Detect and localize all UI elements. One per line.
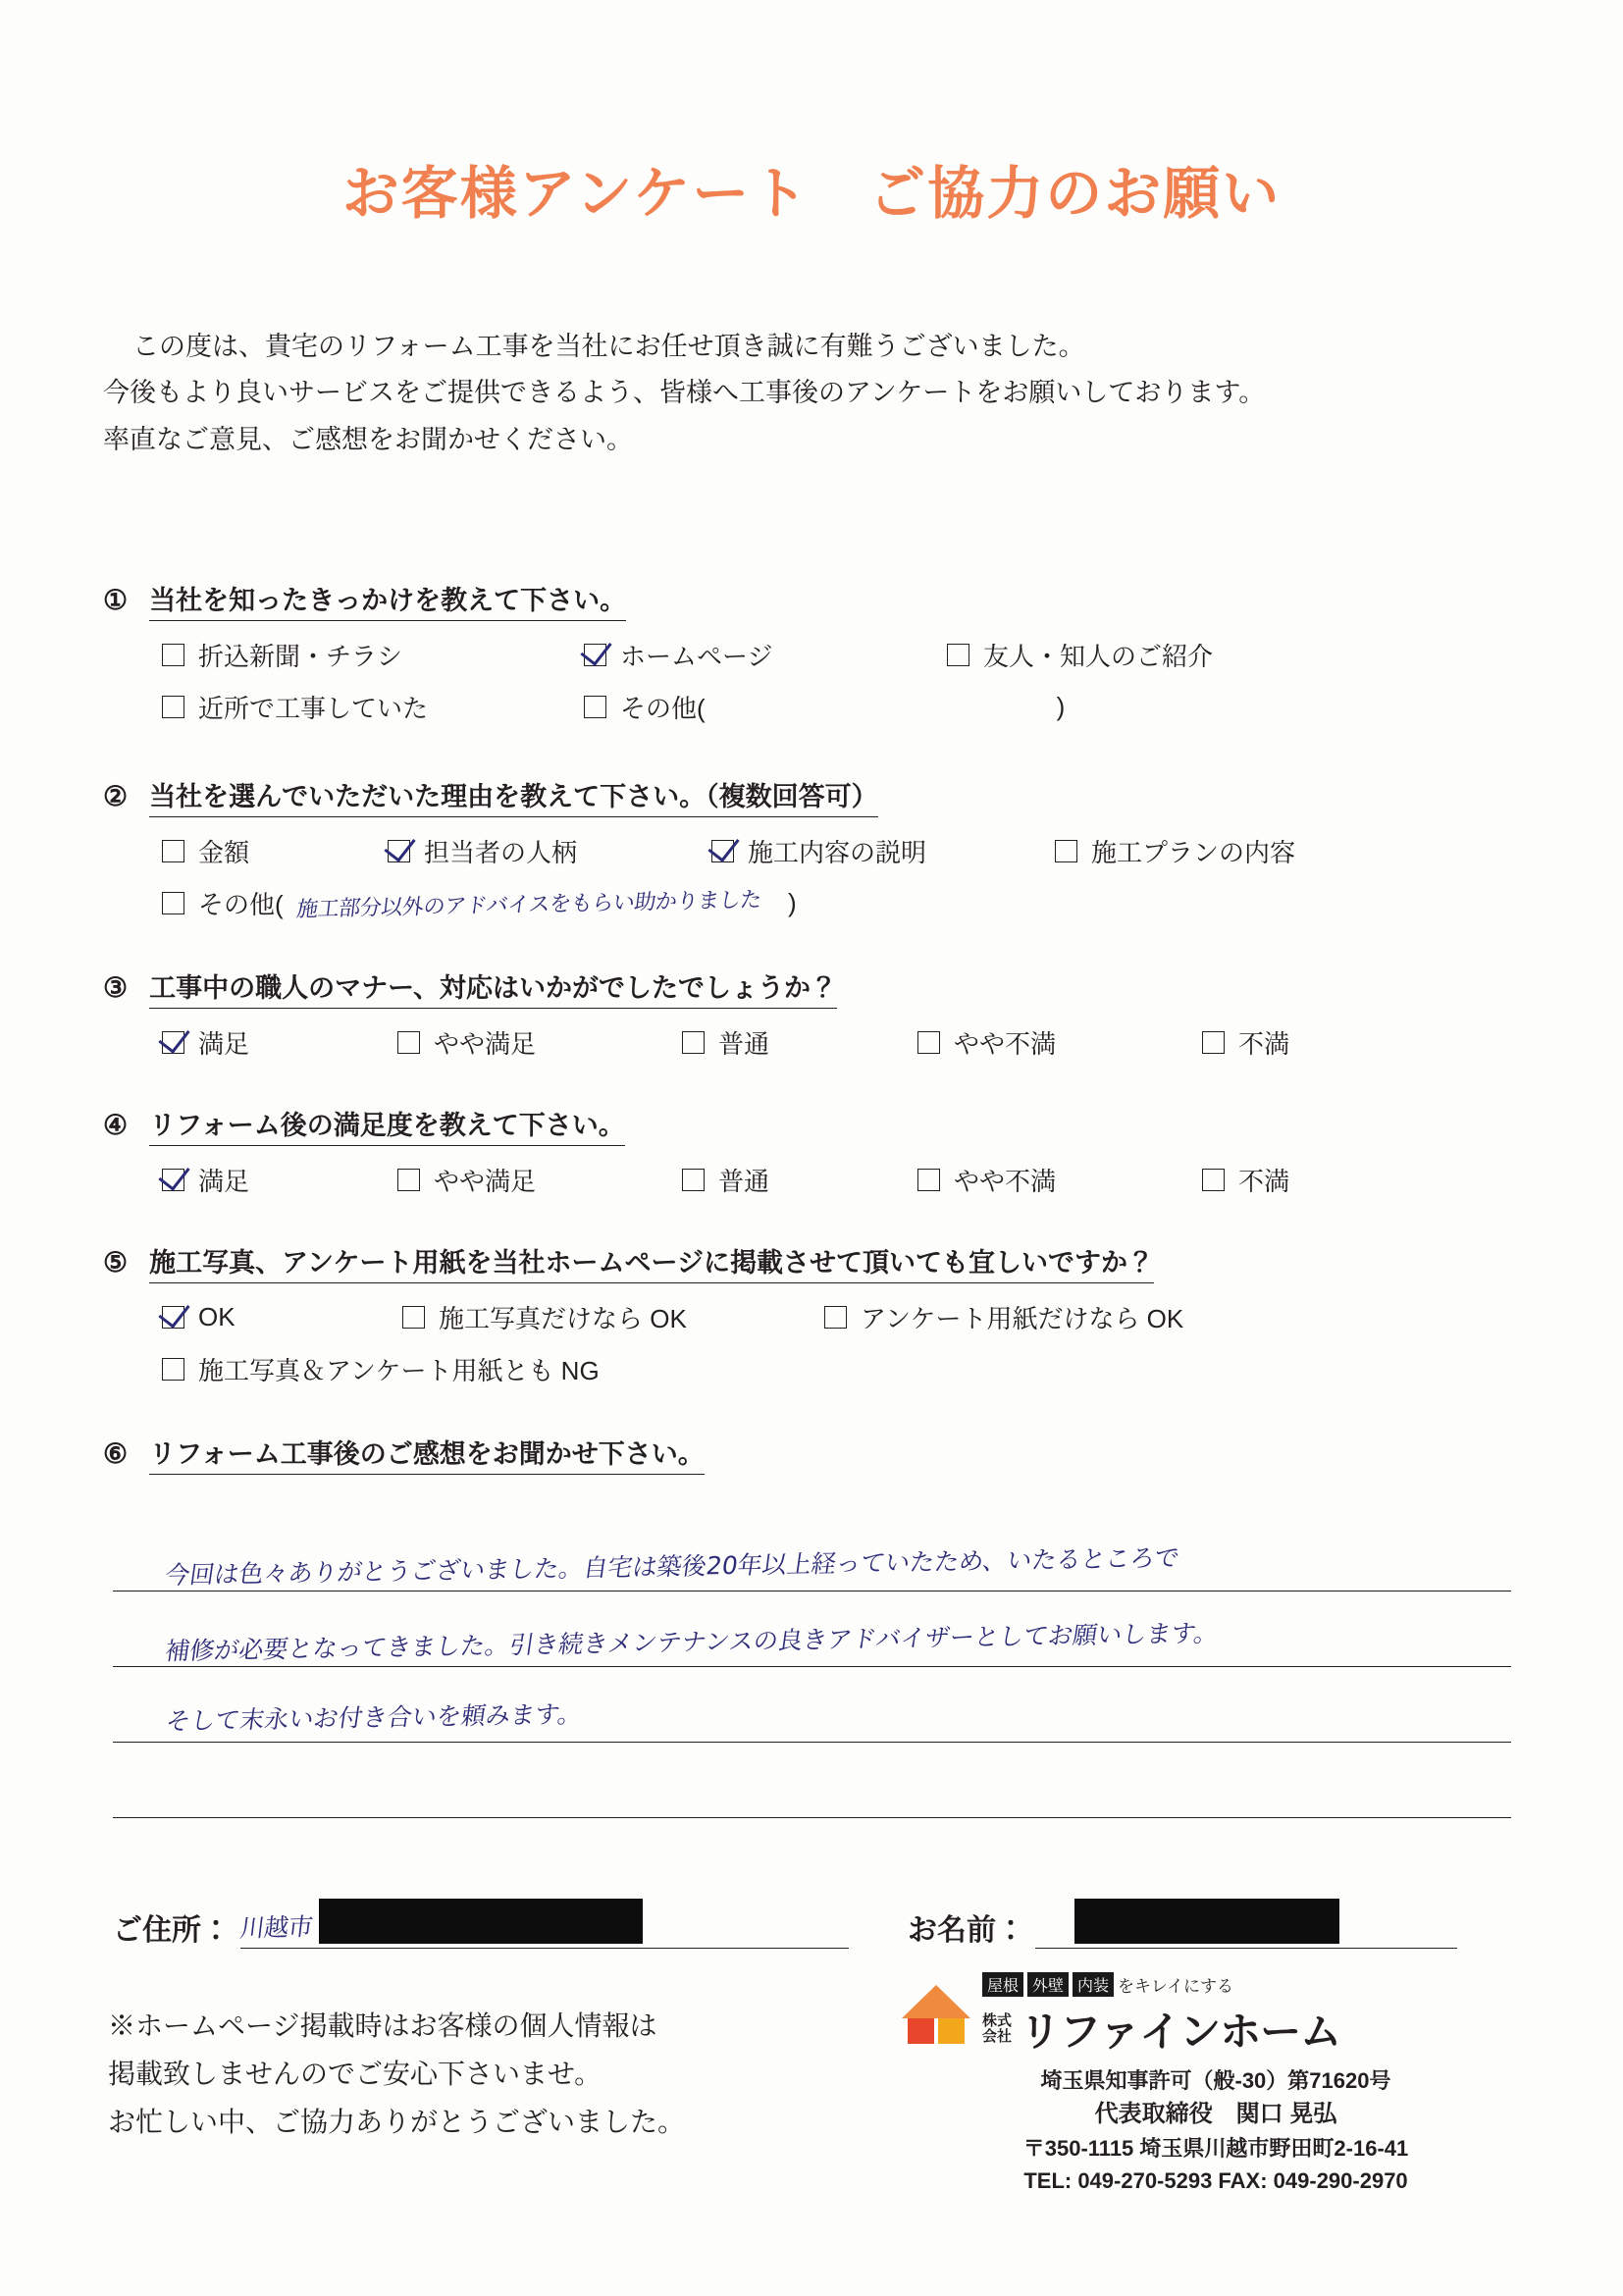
checkbox-price[interactable] xyxy=(162,840,184,862)
question-5-header xyxy=(103,1241,1536,1283)
address-input[interactable] xyxy=(237,1899,849,1949)
checkbox-publish-ng[interactable] xyxy=(162,1358,184,1381)
privacy-note-line-1: ※ホームページ掲載時はお客様の個人情報は xyxy=(108,2010,657,2041)
intro-line-2: 今後もより良いサービスをご提供できるよう、皆様へ工事後のアンケートをお願いしております。 xyxy=(103,378,1266,408)
checkbox-photos-only-ok[interactable] xyxy=(402,1306,425,1329)
option-q4-dissatisfied[interactable] xyxy=(1202,1162,1289,1198)
tag-roof: 屋根 xyxy=(982,1972,1023,1997)
question-2-options-row-1 xyxy=(103,833,1536,869)
name-input[interactable] xyxy=(1035,1899,1457,1949)
question-4-text: リフォーム後の満足度を教えて下さい。 xyxy=(149,1104,625,1146)
question-5-text: 施工写真、アンケート用紙を当社ホームページに掲載させて頂いても宜しいですか？ xyxy=(149,1241,1154,1283)
option-q4-satisfied-label: 満足 xyxy=(198,1167,250,1196)
option-flyer[interactable] xyxy=(162,637,584,673)
tag-exterior: 外壁 xyxy=(1027,1972,1069,1997)
option-form-only-ok[interactable] xyxy=(824,1299,1183,1335)
company-type-line-2: 会社 xyxy=(982,2028,1013,2045)
company-details xyxy=(902,2064,1530,2197)
option-other-1-trailing: ) xyxy=(1056,692,1066,721)
option-publish-ok-label: OK xyxy=(198,1302,236,1331)
comment-line-4[interactable] xyxy=(113,1743,1511,1818)
option-q4-average-label: 普通 xyxy=(718,1167,770,1196)
option-q4-dissatisfied-label: 不満 xyxy=(1238,1167,1290,1196)
checkbox-q3-satisfied[interactable] xyxy=(162,1031,184,1054)
question-4 xyxy=(103,1104,1536,1198)
option-form-only-ok-label: アンケート用紙だけなら OK xyxy=(861,1304,1184,1333)
option-q4-average[interactable] xyxy=(682,1162,917,1198)
question-2-text: 当社を選んでいただいた理由を教えて下さい。（複数回答可） xyxy=(149,775,878,817)
company-brand-name: リファインホーム xyxy=(1020,2008,1341,2056)
option-q3-average[interactable] xyxy=(682,1024,917,1061)
checkbox-q4-somewhat-dissatisfied[interactable] xyxy=(917,1169,940,1191)
option-q3-somewhat-dissatisfied[interactable] xyxy=(917,1024,1202,1061)
option-q3-average-label: 普通 xyxy=(718,1029,770,1059)
question-1-header xyxy=(103,579,1536,621)
company-logo-row xyxy=(902,1972,1530,2059)
checkbox-q4-average[interactable] xyxy=(682,1169,705,1191)
checkbox-q3-somewhat-dissatisfied[interactable] xyxy=(917,1031,940,1054)
privacy-note xyxy=(108,2002,685,2146)
checkbox-homepage[interactable] xyxy=(584,644,606,666)
checkbox-flyer[interactable] xyxy=(162,644,184,666)
company-tagline xyxy=(982,1972,1340,1997)
free-comment-area[interactable] xyxy=(113,1516,1511,1818)
checkbox-q4-dissatisfied[interactable] xyxy=(1202,1169,1225,1191)
option-other-1-label: その他( xyxy=(620,694,706,723)
question-5-options-row-2 xyxy=(103,1351,1536,1387)
company-block xyxy=(902,1972,1530,2197)
option-photos-only-ok[interactable] xyxy=(402,1299,824,1335)
checkbox-q4-somewhat-satisfied[interactable] xyxy=(397,1169,420,1191)
question-6-text: リフォーム工事後のご感想をお聞かせ下さい。 xyxy=(149,1433,705,1475)
question-2-options-row-2 xyxy=(103,885,1536,921)
option-other-1[interactable] xyxy=(584,689,1065,725)
option-other-2-trailing: ) xyxy=(788,888,797,917)
question-5-options-row-1 xyxy=(103,1299,1536,1335)
option-nearby-work[interactable] xyxy=(162,689,584,725)
option-homepage[interactable] xyxy=(584,637,947,673)
address-redaction xyxy=(319,1899,643,1944)
checkbox-q3-somewhat-satisfied[interactable] xyxy=(397,1031,420,1054)
comment-handwriting-2: 補修が必要となってきました。引き続きメンテナンスの良きアドバイザーとしてお願いします。 xyxy=(163,1618,1221,1666)
checkbox-plan-content[interactable] xyxy=(1055,840,1077,862)
option-referral[interactable] xyxy=(947,637,1213,673)
option-q3-somewhat-satisfied-label: やや満足 xyxy=(434,1029,537,1059)
option-staff-character[interactable] xyxy=(388,833,711,869)
company-contact: TEL: 049-270-5293 FAX: 049-290-2970 xyxy=(1023,2168,1408,2193)
checkbox-q4-satisfied[interactable] xyxy=(162,1169,184,1191)
respondent-fields xyxy=(113,1899,1516,1949)
question-4-options xyxy=(103,1162,1536,1198)
company-ceo: 代表取締役 関口 晃弘 xyxy=(1094,2101,1337,2127)
roof-house-icon xyxy=(902,1985,970,2046)
option-publish-ng[interactable] xyxy=(162,1351,600,1387)
question-4-number: ④ xyxy=(103,1110,129,1140)
address-handwriting: 川越市 xyxy=(237,1912,315,1943)
option-plan-content[interactable] xyxy=(1055,833,1295,869)
question-2-number: ② xyxy=(103,781,129,811)
checkbox-q3-dissatisfied[interactable] xyxy=(1202,1031,1225,1054)
intro-paragraph xyxy=(103,324,1526,463)
question-1-options-row-2 xyxy=(103,689,1536,725)
question-5-number: ⑤ xyxy=(103,1247,129,1278)
option-homepage-label: ホームページ xyxy=(620,642,773,671)
option-q4-somewhat-satisfied-label: やや満足 xyxy=(434,1167,537,1196)
option-price-label: 金額 xyxy=(198,838,250,867)
option-q4-somewhat-dissatisfied[interactable] xyxy=(917,1162,1202,1198)
option-staff-character-label: 担当者の人柄 xyxy=(424,838,578,867)
question-3-text: 工事中の職人のマナー、対応はいかがでしたでしょうか？ xyxy=(149,966,837,1009)
option-referral-label: 友人・知人のご紹介 xyxy=(983,642,1214,671)
name-redaction xyxy=(1074,1899,1339,1944)
checkbox-publish-ok[interactable] xyxy=(162,1306,184,1329)
question-6 xyxy=(103,1433,1536,1475)
comment-line-3[interactable] xyxy=(113,1667,1511,1743)
option-q3-satisfied-label: 満足 xyxy=(198,1029,250,1059)
option-other-2-label: その他( xyxy=(198,890,284,919)
option-other-2[interactable] xyxy=(162,885,797,921)
tag-suffix: をキレイにする xyxy=(1118,1977,1234,1996)
checkbox-form-only-ok[interactable] xyxy=(824,1306,847,1329)
name-label: お名前： xyxy=(908,1914,1025,1947)
comment-line-1[interactable] xyxy=(113,1516,1511,1592)
comment-handwriting-1: 今回は色々ありがとうございました。自宅は築後20年以上経っていたため、いたるところで xyxy=(163,1543,1181,1590)
question-3-header xyxy=(103,966,1536,1009)
question-3 xyxy=(103,966,1536,1061)
option-photos-only-ok-label: 施工写真だけなら OK xyxy=(439,1304,687,1333)
checkbox-nearby-work[interactable] xyxy=(162,696,184,718)
question-2-header xyxy=(103,775,1536,817)
comment-handwriting-3: そして末永いお付き合いを頼みます。 xyxy=(164,1699,585,1736)
question-1-text: 当社を知ったきっかけを教えて下さい。 xyxy=(149,579,626,621)
option-q4-somewhat-dissatisfied-label: やや不満 xyxy=(954,1167,1057,1196)
question-6-number: ⑥ xyxy=(103,1438,129,1469)
company-license: 埼玉県知事許可（般-30）第71620号 xyxy=(1040,2068,1391,2093)
question-1-options-row-1 xyxy=(103,637,1536,673)
question-5 xyxy=(103,1241,1536,1387)
option-nearby-work-label: 近所で工事していた xyxy=(198,694,429,723)
checkbox-other-2[interactable] xyxy=(162,892,184,914)
address-label: ご住所： xyxy=(113,1914,231,1947)
checkbox-staff-character[interactable] xyxy=(388,840,410,862)
option-q3-satisfied[interactable] xyxy=(162,1024,397,1061)
option-plan-content-label: 施工プランの内容 xyxy=(1091,838,1296,867)
option-price[interactable] xyxy=(162,833,388,869)
privacy-note-line-3: お忙しい中、ご協力ありがとうございました。 xyxy=(108,2107,686,2137)
option-q3-dissatisfied-label: 不満 xyxy=(1238,1029,1290,1059)
option-q3-somewhat-satisfied[interactable] xyxy=(397,1024,682,1061)
option-q3-somewhat-dissatisfied-label: やや不満 xyxy=(954,1029,1057,1059)
option-publish-ok[interactable] xyxy=(162,1302,402,1332)
question-3-number: ③ xyxy=(103,972,129,1003)
question-6-header xyxy=(103,1433,1536,1475)
question-3-options xyxy=(103,1024,1536,1061)
checkbox-other-1[interactable] xyxy=(584,696,606,718)
page-title: お客様アンケート ご協力のお願い xyxy=(341,160,1282,227)
tag-interior: 内装 xyxy=(1073,1972,1114,1997)
question-4-header xyxy=(103,1104,1536,1146)
option-q4-somewhat-satisfied[interactable] xyxy=(397,1162,682,1198)
privacy-note-line-2: 掲載致しませんのでご安心下さいませ。 xyxy=(108,2059,602,2089)
company-address: 〒350-1115 埼玉県川越市野田町2-16-41 xyxy=(1022,2136,1409,2161)
company-type xyxy=(982,2013,1012,2046)
option-flyer-label: 折込新聞・チラシ xyxy=(198,642,403,671)
comment-line-2[interactable] xyxy=(113,1592,1511,1667)
question-2 xyxy=(103,775,1536,921)
question-1 xyxy=(103,579,1536,725)
option-q4-satisfied[interactable] xyxy=(162,1162,397,1198)
option-work-explanation[interactable] xyxy=(711,833,1055,869)
checkbox-work-explanation[interactable] xyxy=(711,840,734,862)
checkbox-referral[interactable] xyxy=(947,644,969,666)
option-work-explanation-label: 施工内容の説明 xyxy=(748,838,927,867)
checkbox-q3-average[interactable] xyxy=(682,1031,705,1054)
company-type-line-1: 株式 xyxy=(982,2011,1013,2029)
intro-line-3: 率直なご意見、ご感想をお聞かせください。 xyxy=(103,424,633,454)
other-2-handwritten-answer: 施工部分以外のアドバイスをもらい助かりました xyxy=(294,888,762,922)
option-publish-ng-label: 施工写真＆アンケート用紙とも NG xyxy=(198,1356,600,1385)
question-1-number: ① xyxy=(103,585,129,615)
intro-line-1: この度は、貴宅のリフォーム工事を当社にお任せ頂き誠に有難うございました。 xyxy=(132,332,1085,361)
option-q3-dissatisfied[interactable] xyxy=(1202,1024,1289,1061)
